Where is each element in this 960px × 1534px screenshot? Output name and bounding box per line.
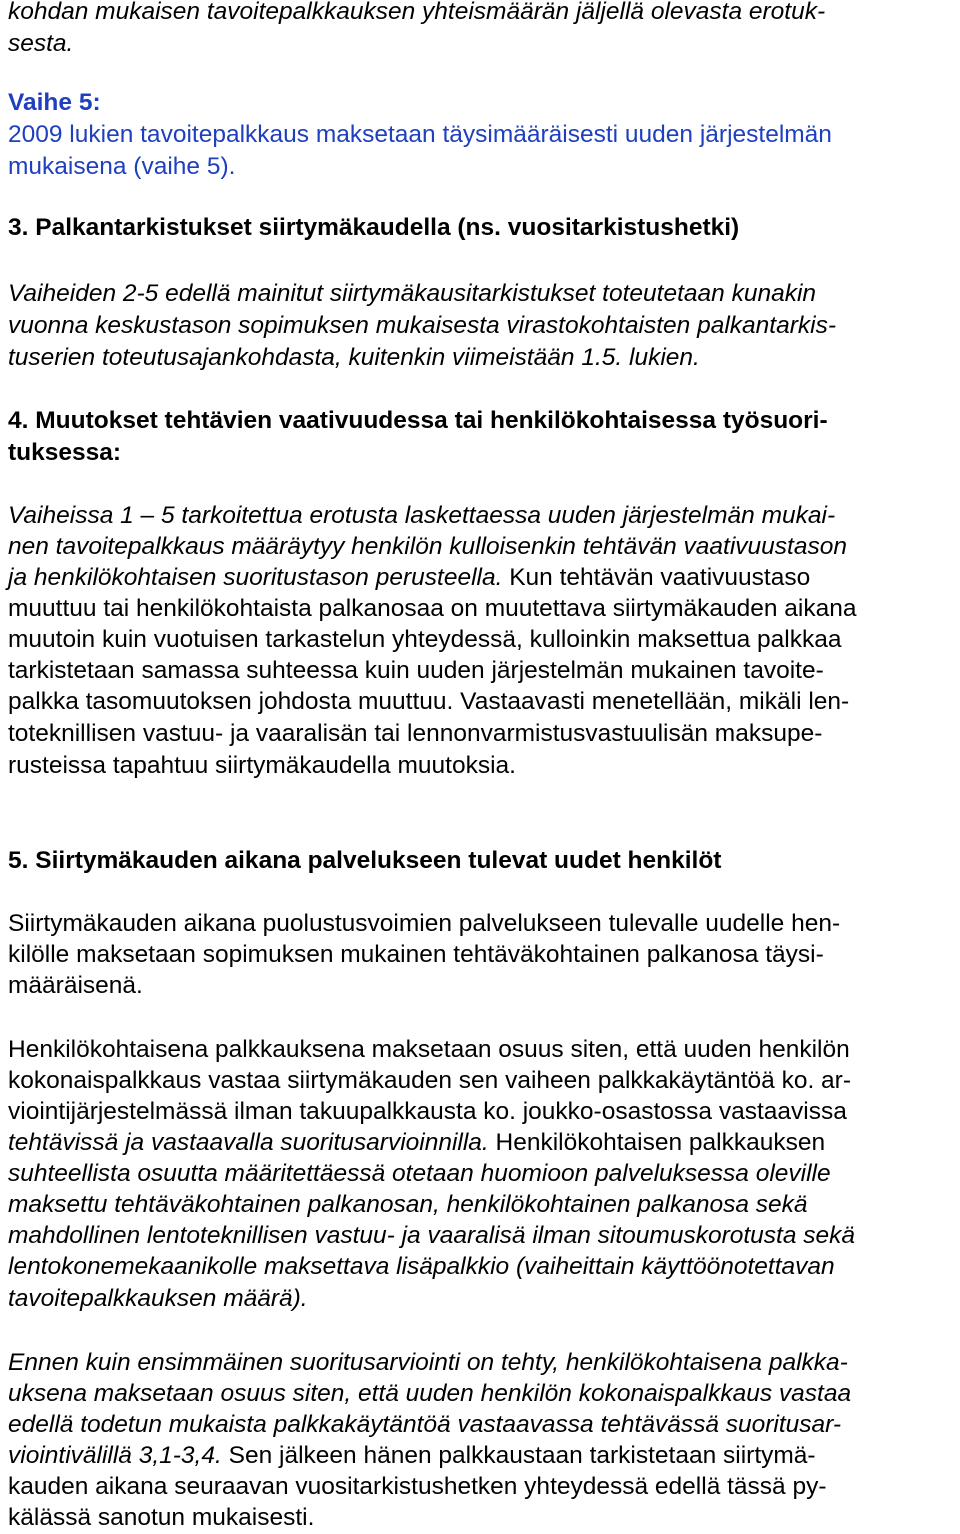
section5-heading: 5. Siirtymäkauden aikana palvelukseen tulevat uudet henkilöt (8, 847, 722, 874)
section4-heading: tuksessa: (8, 439, 122, 466)
vaihe5-line: mukaisena (vaihe 5). (8, 153, 236, 180)
section5-para3-line: edellä todetun mukaista palkkakäytäntöä vastaavassa tehtävässä suoritusar- (8, 1411, 842, 1438)
section4-line: tarkistetaan samassa suhteessa kuin uuden järjestelmän mukainen tavoite- (8, 657, 824, 684)
vaihe5-heading: Vaihe 5: (8, 89, 101, 116)
section4-line (8, 686, 849, 718)
section4-line: muutoin kuin vuotuisen tarkastelun yhteydessä, kulloinkin maksettua palkkaa (8, 626, 842, 653)
section5-para2-line: mahdollinen lentoteknillisen vastuu- ja vaaralisä ilman sitoumuskorotusta sekä (8, 1222, 856, 1249)
section5-para3-line: Ennen kuin ensimmäinen suoritusarviointi on tehty, henkilökohtaisena palkka- (8, 1349, 848, 1376)
section3-line: Vaiheiden 2-5 edellä mainitut siirtymäkausitarkistukset toteutetaan kunakin (8, 280, 817, 307)
section5-para2-line (8, 1127, 825, 1159)
section5-para2-line: Henkilökohtaisena palkkauksena maksetaan osuus siten, että uuden henkilön (8, 1036, 850, 1063)
section5-para1-line: kilölle maksetaan sopimuksen mukainen tehtäväkohtainen palkanosa täysi- (8, 941, 824, 968)
section4-line-part: ja henkilökohtaisen suoritustason perusteella. (8, 564, 503, 591)
section3-line: tuserien toteutusajankohdasta, kuitenkin viimeistään 1.5. lukien. (8, 344, 700, 371)
section4-line (8, 562, 810, 594)
section5-para3-line: kauden aikana seuraavan vuositarkistushetken yhteydessä edellä tässä py- (8, 1473, 827, 1500)
section4-line: Vaiheissa 1 – 5 tarkoitettua erotusta laskettaessa uuden järjestelmän mukai- (8, 502, 836, 529)
section4-line: muuttuu tai henkilökohtaista palkanosaa on muutettava siirtymäkauden aikana (8, 595, 857, 622)
section4-line: toteknillisen vastuu- ja vaaralisän tai lennonvarmistusvastuulisän maksupe- (8, 720, 823, 747)
section5-para1-line: Siirtymäkauden aikana puolustusvoimien palvelukseen tulevalle uudelle hen- (8, 910, 841, 937)
section5-para2-line: tavoitepalkkauksen määrä). (8, 1285, 308, 1312)
section5-para2-line: suhteellista osuutta määritettäessä otetaan huomioon palveluksessa oleville (8, 1160, 831, 1187)
section5-para3-line: kälässä sanotun mukaisesti. (8, 1504, 315, 1531)
section3-heading: 3. Palkantarkistukset siirtymäkaudella (ns. vuositarkistushetki) (8, 214, 740, 241)
vaihe5-line: 2009 lukien tavoitepalkkaus maksetaan täysimääräisesti uuden järjestelmän (8, 121, 832, 148)
section5-para3-line (8, 1440, 816, 1472)
section5-para2-line: lentokonemekaanikolle maksettava lisäpalkkio (vaiheittain käyttöönotettavan (8, 1253, 835, 1280)
section5-para2-line-part: Henkilökohtaisen palkkauksen (488, 1129, 826, 1156)
intro-line: sesta. (8, 30, 74, 57)
section5-para2-line: viointijärjestelmässä ilman takuupalkkausta ko. joukko-osastossa vastaavissa (8, 1098, 847, 1125)
section5-para3-line-part: Sen jälkeen hänen palkkaustaan tarkistetaan siirtymä- (221, 1442, 816, 1469)
section4-line-part: Kun tehtävän vaativuustaso (502, 564, 811, 591)
section5-para2-line-part: tehtävissä ja vastaavalla suoritusarvioinnilla. (8, 1129, 489, 1156)
section5-para1-line: määräisenä. (8, 972, 143, 999)
intro-line: kohdan mukaisen tavoitepalkkauksen yhteismäärän jäljellä olevasta erotuk- (8, 0, 826, 25)
section4-line-part: palkka tasomuutoksen johdosta muuttuu. (8, 688, 454, 715)
section4-line: rusteissa tapahtuu siirtymäkaudella muutoksia. (8, 752, 516, 779)
section5-para3-line-part: viointivälillä 3,1-3,4. (8, 1442, 222, 1469)
section5-para2-line: kokonaispalkkaus vastaa siirtymäkauden sen vaiheen palkkakäytäntöä ko. ar- (8, 1067, 852, 1094)
section3-line: vuonna keskustason sopimuksen mukaisesta virastokohtaisten palkantarkis- (8, 312, 836, 339)
section4-line: nen tavoitepalkkaus määräytyy henkilön kulloisenkin tehtävän vaativuustason (8, 533, 847, 560)
section5-para3-line: uksena maksetaan osuus siten, että uuden henkilön kokonaispalkkaus vastaa (8, 1380, 852, 1407)
section4-heading: 4. Muutokset tehtävien vaativuudessa tai henkilökohtaisessa työsuori- (8, 407, 828, 434)
section4-line-part: Vastaavasti menetellään, mikäli len- (453, 688, 850, 715)
section5-para2-line: maksettu tehtäväkohtainen palkanosan, henkilökohtainen palkanosa sekä (8, 1191, 808, 1218)
